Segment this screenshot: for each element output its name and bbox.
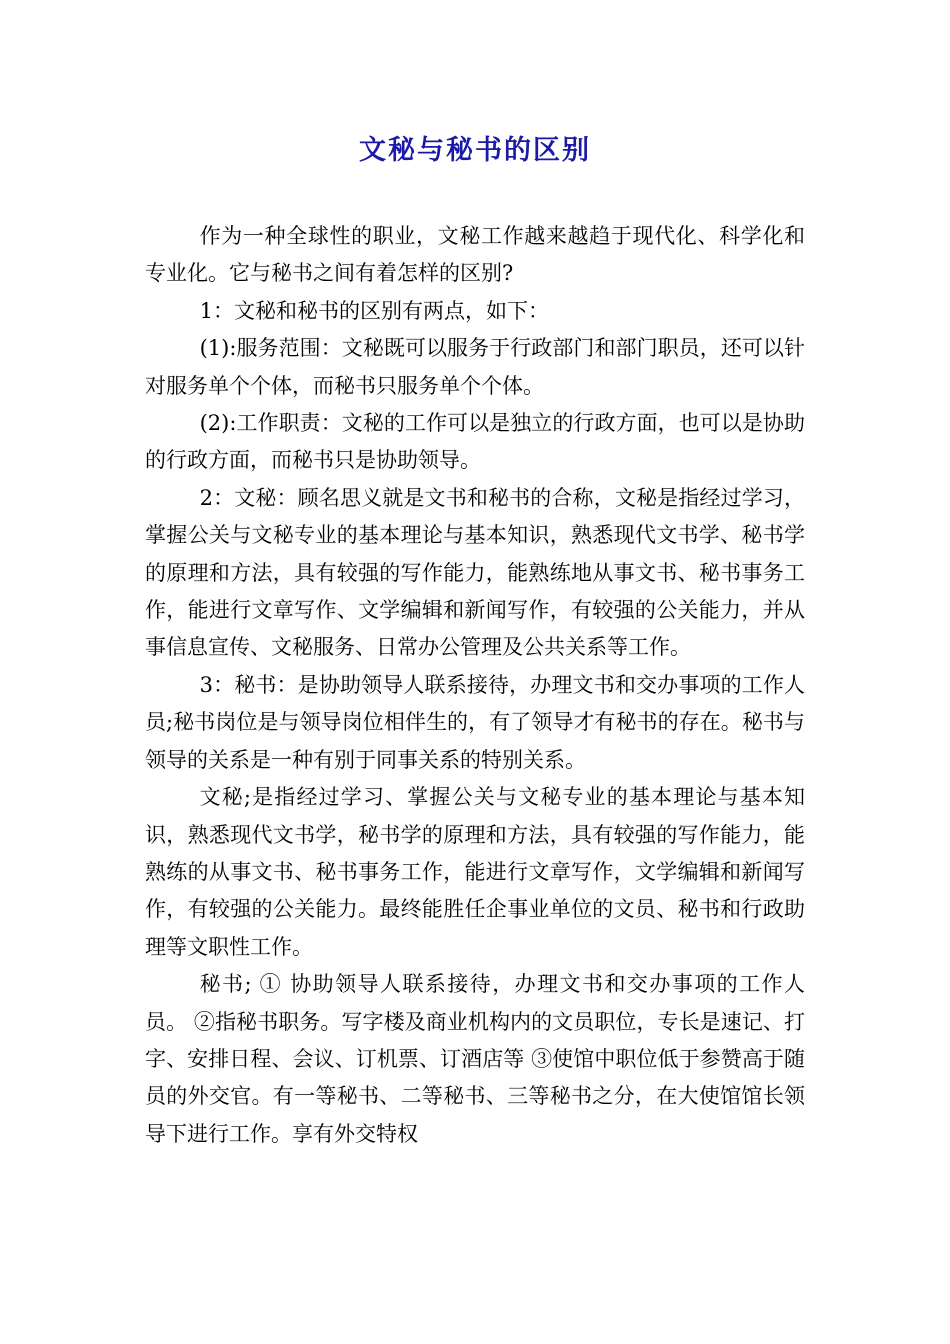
paragraph-service-scope: (1):服务范围：文秘既可以服务于行政部门和部门职员，还可以针对服务单个个体，而秘书只服务单个个体。 xyxy=(145,336,805,398)
paragraph-mishu-definition: 3：秘书：是协助领导人联系接待，办理文书和交办事项的工作人员;秘书岗位是与领导岗位相伴生的，有了领导才有秘书的存在。秘书与领导的关系是一种有别于同事关系的特别关系。 xyxy=(145,672,805,772)
paragraph-difference-heading: 1：文秘和秘书的区别有两点，如下： xyxy=(199,298,549,323)
paragraph-wenmi-definition: 2：文秘：顾名思义就是文书和秘书的合称，文秘是指经过学习，掌握公关与文秘专业的基本理论与基本知识，熟悉现代文书学、秘书学的原理和方法，具有较强的写作能力，能熟练地从事文书、秘书事务工作，能进行文章写作、文学编辑和新闻写作，有较强的公关能力，并从事信息宣传、文秘服务、日常办公管理及公共关系等工作。 xyxy=(145,485,805,660)
paragraph-wenmi-detail: 文秘;是指经过学习、掌握公关与文秘专业的基本理论与基本知识，熟悉现代文书学，秘书学的原理和方法，具有较强的写作能力，能熟练的从事文书、秘书事务工作，能进行文章写作，文学编辑和新闻写作，有较强的公关能力。最终能胜任企事业单位的文员、秘书和行政助理等文职性工作。 xyxy=(145,785,805,959)
paragraph-job-duty: (2):工作职责：文秘的工作可以是独立的行政方面，也可以是协助的行政方面，而秘书只是协助领导。 xyxy=(145,411,805,473)
document-title: 文秘与秘书的区别 xyxy=(359,135,591,166)
paragraph-mishu-detail: 秘书; ① 协助领导人联系接待，办理文书和交办事项的工作人员。 ②指秘书职务。写字楼及商业机构内的文员职位，专长是速记、打字、安排日程、会议、订机票、订酒店等 ③使馆中职位低于参赞高于随员的外交官。有一等秘书、二等秘书、三等秘书之分，在大使馆馆长领导下进行工作。享有外交特权 xyxy=(145,972,805,1146)
document-body xyxy=(145,218,805,1153)
paragraph-intro: 作为一种全球性的职业，文秘工作越来越趋于现代化、科学化和专业化。它与秘书之间有着怎样的区别? xyxy=(145,224,805,286)
